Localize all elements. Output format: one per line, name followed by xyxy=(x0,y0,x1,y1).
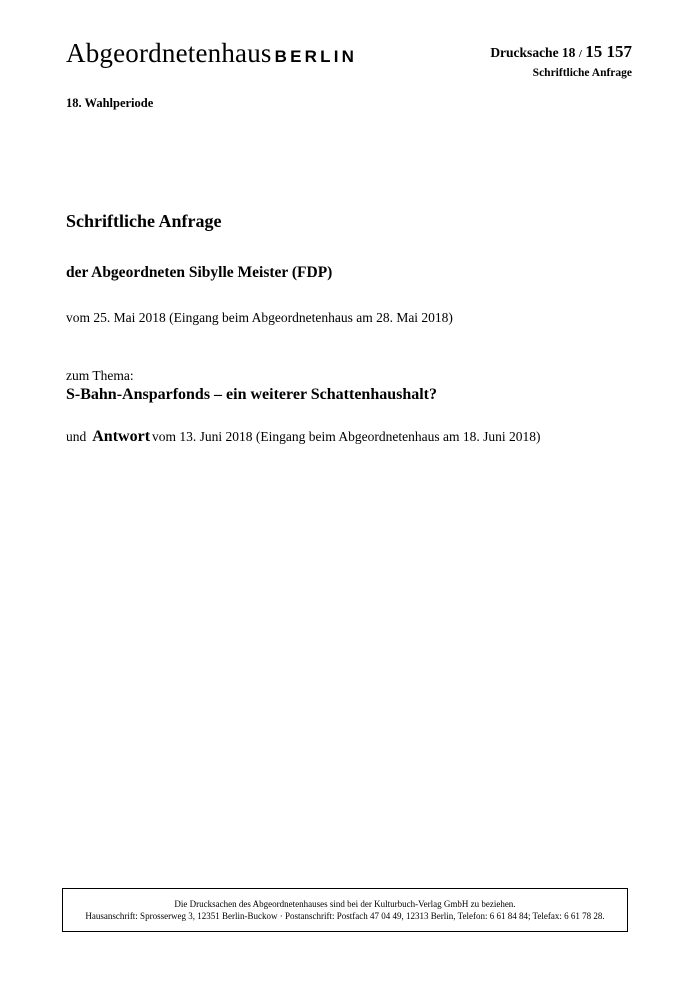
topic-label: zum Thema: xyxy=(66,368,134,383)
drucksache-label: Drucksache 18 xyxy=(490,45,576,60)
answer-dateline: vom 13. Juni 2018 (Eingang beim Abgeordnetenhaus am 18. Juni 2018) xyxy=(152,429,541,444)
drucksache-number xyxy=(490,42,632,62)
wahlperiode: 18. Wahlperiode xyxy=(66,96,154,110)
answer-word: Antwort xyxy=(92,428,151,445)
answer-dateline-row xyxy=(66,428,540,446)
footer-line-1: Die Drucksachen des Abgeordnetenhauses sind bei der Kulturbuch-Verlag GmbH zu beziehen. xyxy=(174,899,516,909)
topic-title: S-Bahn-Ansparfonds – ein weiterer Schattenhaushalt? xyxy=(66,386,438,403)
answer-prefix: und xyxy=(66,429,87,444)
document-title: Schriftliche Anfrage xyxy=(66,211,222,231)
drucksache-slash: / xyxy=(578,48,582,60)
author-line: der Abgeordneten Sibylle Meister (FDP) xyxy=(66,264,333,281)
request-dateline: vom 25. Mai 2018 (Eingang beim Abgeordnetenhaus am 28. Mai 2018) xyxy=(66,310,453,325)
logo-city: BERLIN xyxy=(274,47,358,66)
drucksache-value: 15 157 xyxy=(585,42,632,61)
logo-wordmark: Abgeordnetenhaus xyxy=(66,38,272,68)
parliament-logo xyxy=(66,38,357,70)
footer-line-2: Hausanschrift: Sprosserweg 3, 12351 Berlin-Buckow · Postanschrift: Postfach 47 04 49, 12313 Berlin, Telefon: 6 61 84 84; Telefax: 6 61 78 28. xyxy=(85,911,605,921)
document-type: Schriftliche Anfrage xyxy=(532,67,632,79)
footer-box xyxy=(62,888,628,932)
